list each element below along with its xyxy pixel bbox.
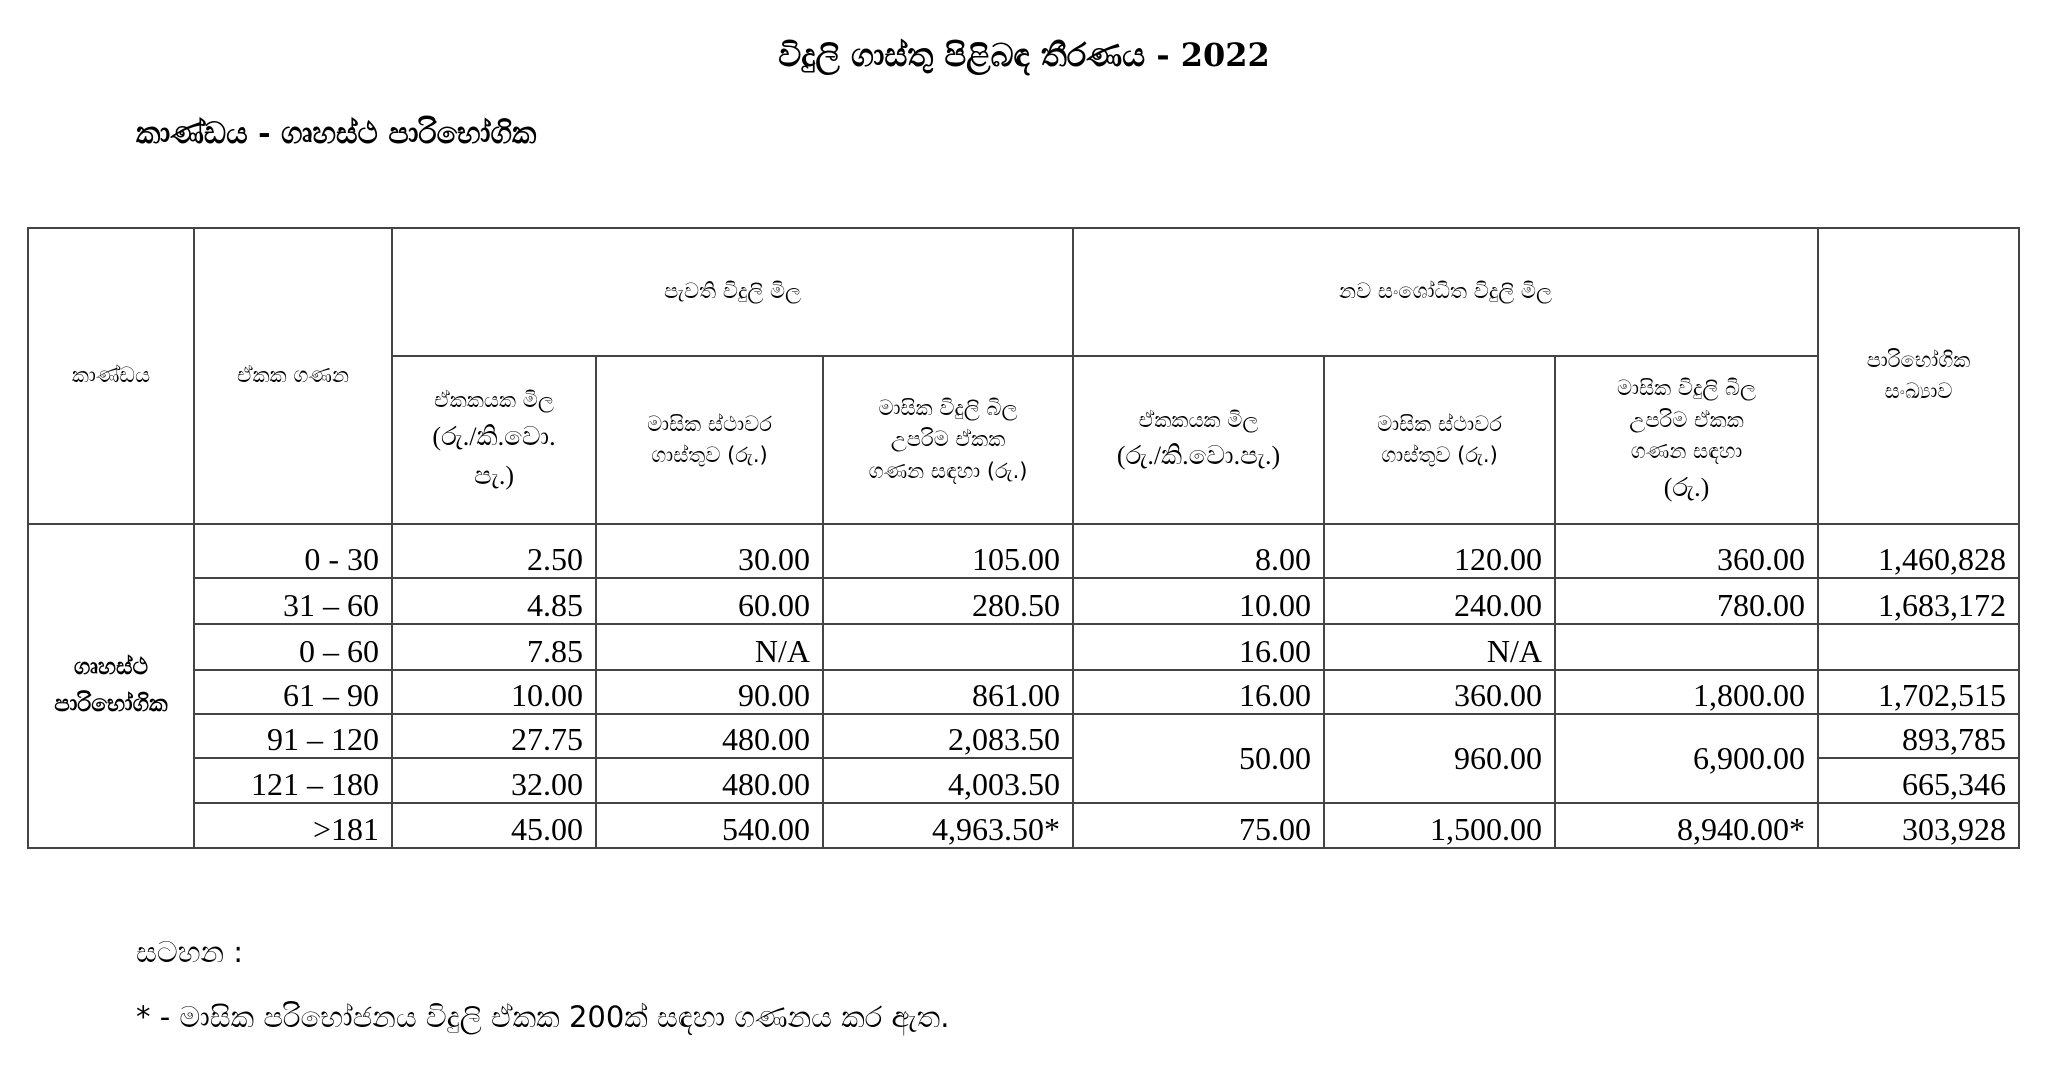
header-current-unit-price-line: (රු./කි.වො. <box>432 421 556 451</box>
cell-revised-unit-price: 16.00 <box>1073 670 1324 714</box>
category-label-line: ගෘහස්ථ <box>73 654 149 681</box>
cell-current-monthly-bill: 280.50 <box>823 578 1073 624</box>
header-revised-unit-price-line: ඒකකයක මිල <box>1138 407 1259 432</box>
cell-revised-monthly-bill <box>1555 624 1818 670</box>
document-title: විදුලි ගාස්තු පිළිබඳ තීරණය - 2022 <box>778 36 1270 74</box>
table-row <box>28 803 2019 848</box>
cell-revised-unit-price: 16.00 <box>1073 624 1324 670</box>
cell-consumers: 665,346 <box>1818 758 2019 803</box>
tariff-table <box>27 227 2020 849</box>
cell-current-fixed-charge: 30.00 <box>596 524 823 578</box>
header-revised-unit-price-line: (රු./කි.වො.පැ.) <box>1116 441 1281 471</box>
note-text: * - මාසික පරිභෝජනය විදුලි ඒකක 200ක් සඳහා ගණනය කර ඇත. <box>136 1000 950 1034</box>
header-revised-bill-line: මාසික විදුලි බිල <box>1617 376 1757 401</box>
cell-revised-fixed-charge: 240.00 <box>1324 578 1555 624</box>
table-row <box>28 578 2019 624</box>
category-label-line: පාරිභෝගික <box>54 691 168 717</box>
cell-units: 61 – 90 <box>194 670 392 714</box>
document-subtitle: කාණ්ඩය - ගෘහස්ථ පාරිභෝගික <box>136 116 537 151</box>
table-row <box>28 714 2019 758</box>
cell-units: 121 – 180 <box>194 758 392 803</box>
cell-current-fixed-charge: 480.00 <box>596 758 823 803</box>
cell-revised-monthly-bill: 780.00 <box>1555 578 1818 624</box>
header-current-fixed-line: ගාස්තුව (රු.) <box>651 443 768 467</box>
cell-units: >181 <box>194 803 392 848</box>
header-current-bill-line: මාසික විදුලි බිල <box>878 395 1018 420</box>
header-current-bill-line: ගණන සඳහා (රු.) <box>868 458 1028 483</box>
header-category <box>28 228 194 524</box>
header-current-monthly-bill <box>823 356 1073 524</box>
cell-consumers <box>1818 624 2019 670</box>
cell-current-fixed-charge: 480.00 <box>596 714 823 758</box>
cell-current-fixed-charge: 540.00 <box>596 803 823 848</box>
cell-revised-monthly-bill: 360.00 <box>1555 524 1818 578</box>
header-current-bill-line: උපරිම ඒකක <box>890 427 1006 452</box>
cell-consumers: 1,683,172 <box>1818 578 2019 624</box>
header-current-fixed-line: මාසික ස්ථාවර <box>647 411 772 436</box>
cell-current-unit-price: 7.85 <box>392 624 596 670</box>
header-revised-bill-line: (රු.) <box>1663 472 1710 502</box>
cell-revised-monthly-bill: 1,800.00 <box>1555 670 1818 714</box>
header-current-prices <box>392 228 1073 356</box>
header-revised-bill-line: උපරිම ඒකක <box>1629 407 1744 432</box>
cell-revised-monthly-bill-merged: 6,900.00 <box>1555 714 1818 803</box>
header-revised-prices-label: නව සංශෝධිත විදුලි මිල <box>1339 279 1553 304</box>
cell-current-monthly-bill: 2,083.50 <box>823 714 1073 758</box>
header-revised-fixed-charge <box>1324 356 1555 524</box>
header-consumers <box>1818 228 2019 524</box>
header-revised-monthly-bill <box>1555 356 1818 524</box>
cell-revised-fixed-charge: N/A <box>1324 624 1555 670</box>
cell-revised-fixed-charge: 360.00 <box>1324 670 1555 714</box>
table-row <box>28 624 2019 670</box>
header-current-unit-price <box>392 356 596 524</box>
note-heading: සටහන : <box>136 935 244 969</box>
cell-current-monthly-bill: 861.00 <box>823 670 1073 714</box>
table-row <box>28 670 2019 714</box>
cell-revised-fixed-charge: 120.00 <box>1324 524 1555 578</box>
cell-consumers: 1,460,828 <box>1818 524 2019 578</box>
cell-units: 0 – 60 <box>194 624 392 670</box>
header-consumers-label: පාරිභෝගික සංඛ්‍යාව <box>1866 347 1971 403</box>
cell-units: 31 – 60 <box>194 578 392 624</box>
cell-current-monthly-bill: 4,003.50 <box>823 758 1073 803</box>
cell-revised-unit-price: 10.00 <box>1073 578 1324 624</box>
cell-current-unit-price: 27.75 <box>392 714 596 758</box>
cell-current-fixed-charge: 90.00 <box>596 670 823 714</box>
cell-consumers: 1,702,515 <box>1818 670 2019 714</box>
header-units-label: ඒකක ගණන <box>236 363 350 388</box>
cell-current-unit-price: 32.00 <box>392 758 596 803</box>
cell-current-monthly-bill <box>823 624 1073 670</box>
cell-current-unit-price: 10.00 <box>392 670 596 714</box>
cell-current-unit-price: 4.85 <box>392 578 596 624</box>
cell-consumers: 893,785 <box>1818 714 2019 758</box>
header-current-unit-price-line: පැ.) <box>473 460 514 490</box>
cell-revised-monthly-bill: 8,940.00* <box>1555 803 1818 848</box>
cell-current-fixed-charge: N/A <box>596 624 823 670</box>
header-row-groups <box>28 228 2019 356</box>
cell-current-unit-price: 2.50 <box>392 524 596 578</box>
cell-revised-fixed-charge-merged: 960.00 <box>1324 714 1555 803</box>
cell-current-fixed-charge: 60.00 <box>596 578 823 624</box>
header-category-label: කාණ්ඩය <box>71 363 151 388</box>
cell-consumers: 303,928 <box>1818 803 2019 848</box>
cell-units: 91 – 120 <box>194 714 392 758</box>
header-revised-prices <box>1073 228 1818 356</box>
cell-current-unit-price: 45.00 <box>392 803 596 848</box>
header-current-fixed-charge <box>596 356 823 524</box>
header-revised-unit-price <box>1073 356 1324 524</box>
cell-current-monthly-bill: 4,963.50* <box>823 803 1073 848</box>
header-current-prices-label: පැවති විදුලි මිල <box>663 279 802 304</box>
cell-revised-unit-price-merged: 50.00 <box>1073 714 1324 803</box>
cell-revised-fixed-charge: 1,500.00 <box>1324 803 1555 848</box>
table-row <box>28 524 2019 578</box>
header-revised-bill-line: ගණන සඳහා <box>1630 439 1743 464</box>
header-units <box>194 228 392 524</box>
cell-current-monthly-bill: 105.00 <box>823 524 1073 578</box>
header-revised-fixed-line: මාසික ස්ථාවර <box>1377 411 1502 436</box>
header-current-unit-price-line: ඒකකයක මිල <box>434 388 554 413</box>
cell-revised-unit-price: 75.00 <box>1073 803 1324 848</box>
category-cell <box>28 524 194 848</box>
header-revised-fixed-line: ගාස්තුව (රු.) <box>1381 443 1498 467</box>
cell-units: 0 - 30 <box>194 524 392 578</box>
cell-revised-unit-price: 8.00 <box>1073 524 1324 578</box>
